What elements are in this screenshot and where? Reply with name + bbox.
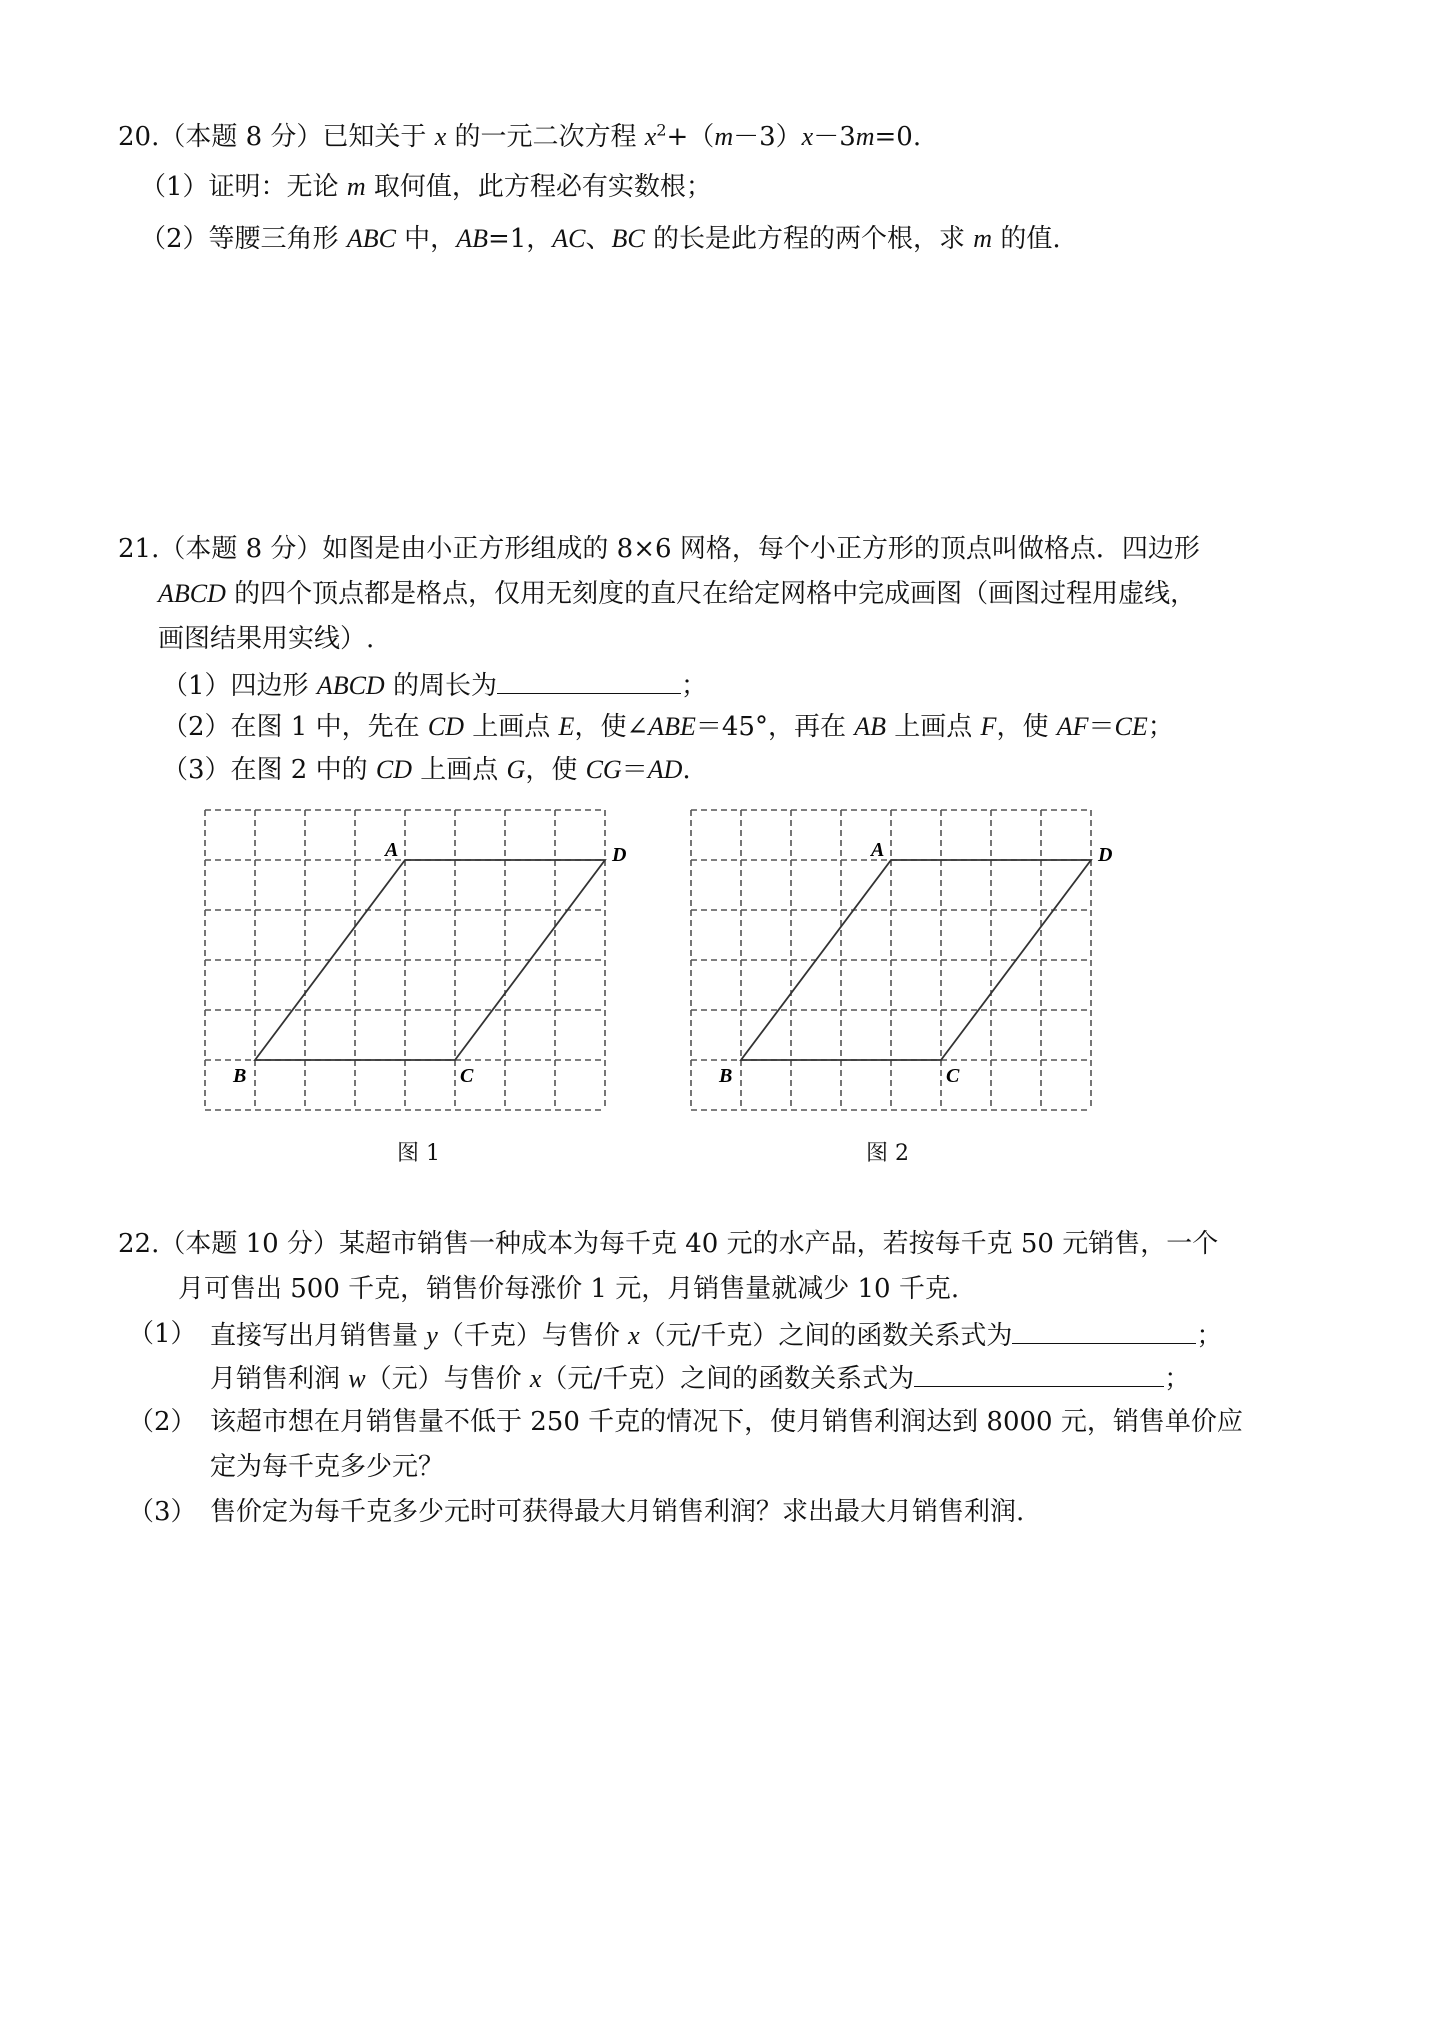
q21-part-2: （2）在图 1 中，先在 CD 上画点 E，使∠ABE＝45°，再在 AB 上画点 F，使 AF＝CE； — [162, 712, 1174, 742]
label-a: A — [871, 839, 885, 861]
answer-blank[interactable] — [914, 1360, 1164, 1387]
q22-stem-line-1: 22.（本题 10 分）某超市销售一种成本为每千克 40 元的水产品，若按每千克 50 元销售，一个 — [118, 1229, 1219, 1259]
q22-part-2: 该超市想在月销售量不低于 250 千克的情况下，使月销售利润达到 8000 元，销售单价应 — [210, 1407, 1243, 1437]
q22-part-1-second-line: 月销售利润 w（元）与售价 x（元/千克）之间的函数关系式为 ； — [210, 1360, 1190, 1396]
q20-part-2: （2）等腰三角形 ABC 中，AB=1，AC、BC 的长是此方程的两个根，求 m 的值. — [140, 224, 1061, 254]
q21-stem-line-2: ABCD 的四个顶点都是格点，仅用无刻度的直尺在给定网格中完成画图（画图过程用虚线， — [158, 579, 1197, 609]
q22-part-1-number: （1） — [128, 1319, 197, 1349]
grid-figure-1 — [190, 800, 640, 1130]
q22-stem-line-2: 月可售出 500 千克，销售价每涨价 1 元，月销售量就减少 10 千克. — [178, 1274, 960, 1304]
answer-blank[interactable] — [497, 667, 681, 694]
q21-stem-line-3: 画图结果用实线）. — [158, 624, 375, 654]
dashed-grid — [205, 810, 605, 1110]
label-b: B — [719, 1065, 733, 1087]
q22-part-2-second-line: 定为每千克多少元？ — [210, 1452, 445, 1482]
label-d: D — [1098, 844, 1113, 866]
q22-part-1: 直接写出月销售量 y（千克）与售价 x（元/千克）之间的函数关系式为 ； — [210, 1317, 1222, 1353]
grid-figure-2 — [676, 800, 1126, 1130]
answer-blank[interactable] — [1012, 1317, 1196, 1344]
figure-1-caption: 图 1 — [397, 1141, 440, 1166]
figure-2-caption: 图 2 — [866, 1141, 909, 1166]
label-b: B — [233, 1065, 247, 1087]
q22-part-3-number: （3） — [128, 1497, 197, 1527]
dashed-grid — [691, 810, 1091, 1110]
label-c: C — [460, 1065, 474, 1087]
q21-part-1: （1）四边形 ABCD 的周长为 ； — [162, 667, 707, 703]
label-d: D — [612, 844, 627, 866]
q22-part-3: 售价定为每千克多少元时可获得最大月销售利润？求出最大月销售利润. — [210, 1497, 1025, 1527]
q20-stem: 20.（本题 8 分）已知关于 x 的一元二次方程 $x^2+(m-3)x-3m=0$. — [118, 120, 922, 152]
q20-part-1: （1）证明：无论 m 取何值，此方程必有实数根； — [140, 172, 712, 202]
q21-part-3: （3）在图 2 中的 CD 上画点 G，使 CG＝AD. — [162, 755, 691, 785]
label-c: C — [946, 1065, 960, 1087]
q21-stem-line-1: 21.（本题 8 分）如图是由小正方形组成的 8×6 网格，每个小正方形的顶点叫做格点．四边形 — [118, 534, 1200, 564]
q22-part-2-number: （2） — [128, 1407, 197, 1437]
label-a: A — [385, 839, 399, 861]
